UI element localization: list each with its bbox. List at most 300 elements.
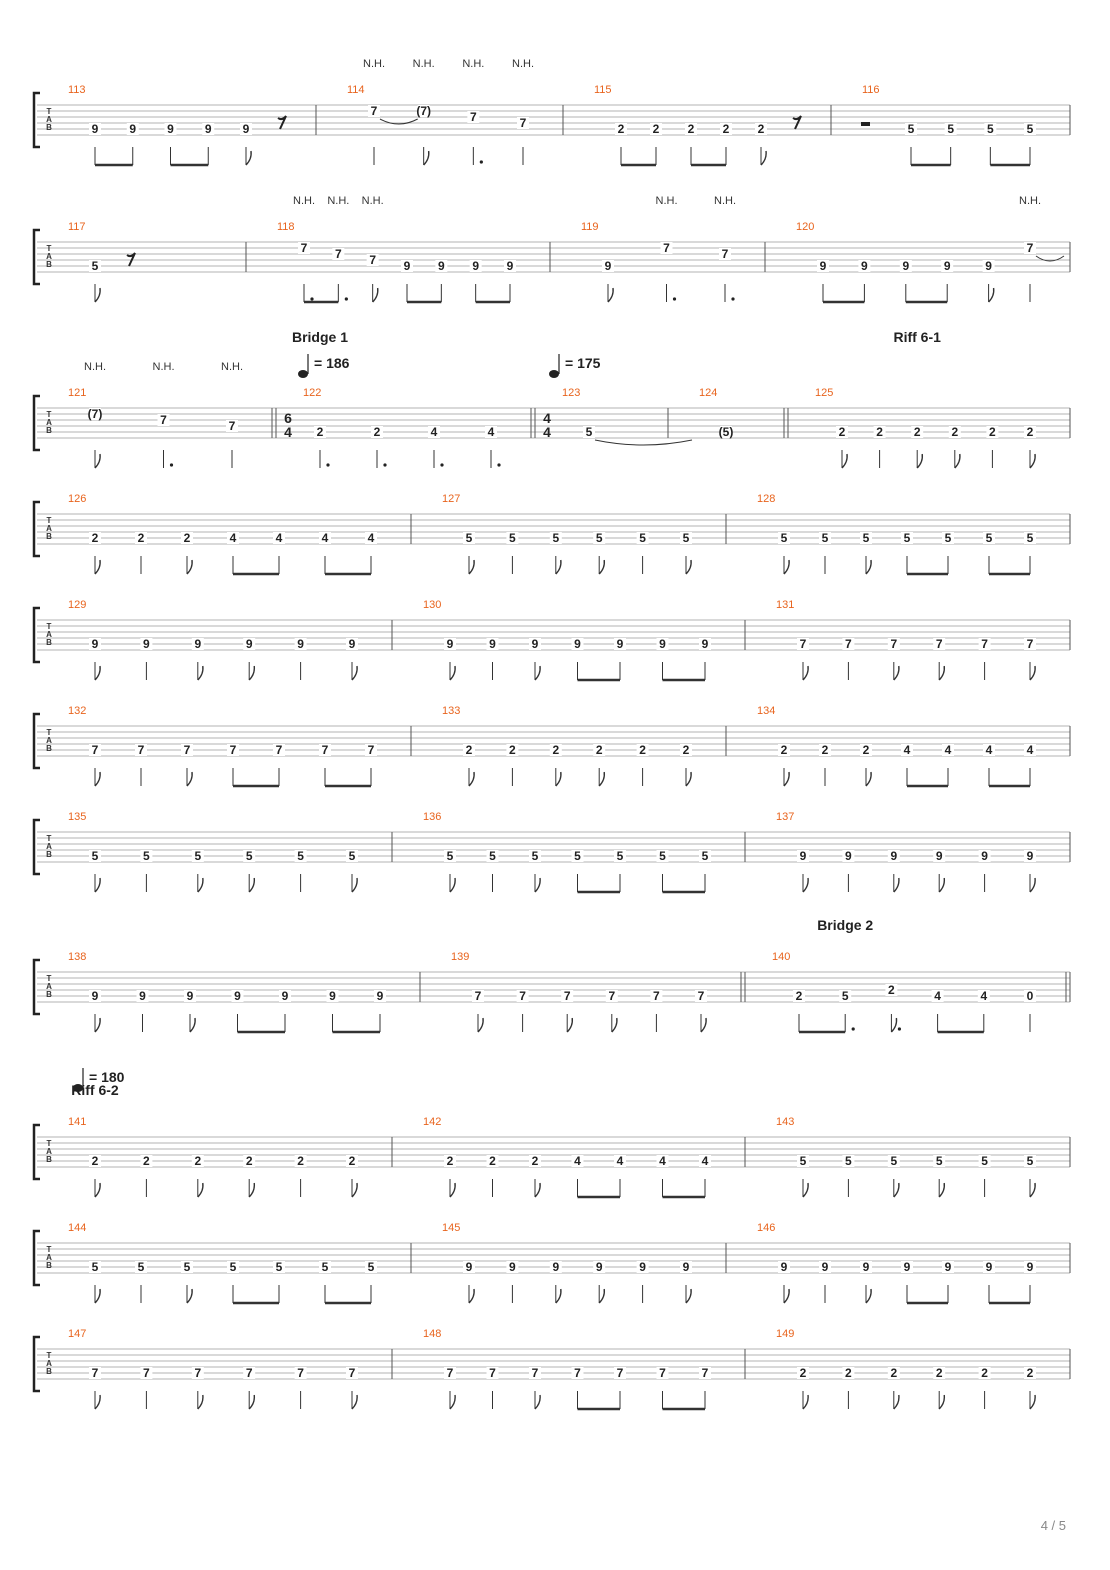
tab-clef-letter: B: [46, 1155, 52, 1164]
fret-number: 5: [446, 849, 454, 863]
fret-number: 5: [935, 1154, 943, 1168]
fret-number: 2: [687, 122, 695, 136]
note-flag: [450, 878, 455, 892]
tab-clef-letter: B: [46, 260, 52, 269]
fret-number: 7: [721, 247, 729, 261]
staff-system: [34, 1068, 1070, 1197]
fret-number: 5: [229, 1260, 237, 1274]
note-flag: [373, 288, 378, 302]
fret-number: 2: [862, 743, 870, 757]
fret-number: 7: [659, 1366, 666, 1380]
fret-number: 9: [862, 1260, 870, 1274]
tab-clef-letter: B: [46, 123, 52, 132]
fret-number: 2: [682, 743, 690, 757]
measure-number: 137: [776, 811, 795, 823]
fret-number: 2: [722, 122, 730, 136]
tab-clef-letter: A: [46, 736, 52, 745]
fret-number: 5: [799, 1154, 807, 1168]
measure-number: 128: [757, 493, 776, 505]
fret-number: (7): [87, 407, 103, 421]
dot: [345, 297, 348, 300]
fret-number: 5: [245, 849, 253, 863]
fret-number: 9: [780, 1260, 788, 1274]
fret-number: 7: [369, 253, 377, 267]
staff-system: [34, 811, 1070, 892]
fret-number: 5: [944, 531, 952, 545]
fret-number: 5: [780, 531, 788, 545]
note-flag: [249, 666, 254, 680]
note-flag: [784, 772, 789, 786]
measure-number: 115: [594, 84, 612, 96]
measure-number: 147: [68, 1328, 87, 1340]
note-flag: [198, 1395, 203, 1409]
fret-number: 9: [437, 259, 445, 273]
fret-number: 9: [985, 1260, 993, 1274]
fret-number: 5: [465, 531, 473, 545]
natural-harmonic-label: N.H.: [152, 361, 175, 373]
fret-number: 7: [229, 743, 237, 757]
fret-number: 5: [845, 1154, 852, 1168]
staff-system: [34, 599, 1070, 680]
tab-clef-letter: T: [46, 410, 52, 419]
fret-number: 7: [701, 1366, 709, 1380]
note-flag: [95, 288, 100, 302]
fret-number: 5: [659, 849, 666, 863]
fret-number: 2: [838, 425, 846, 439]
fret-number: 7: [228, 419, 236, 433]
measure-number: 126: [68, 493, 87, 505]
eighth-rest: [127, 253, 135, 266]
tab-clef-letter: T: [46, 834, 52, 843]
note-flag: [352, 666, 357, 680]
tab-clef-letter: A: [46, 842, 52, 851]
fret-number: 7: [137, 743, 145, 757]
fret-number: 4: [275, 531, 283, 545]
fret-number: 9: [91, 989, 99, 1003]
note-flag: [866, 1289, 871, 1303]
staff-system: [34, 329, 1070, 468]
fret-number: 7: [574, 1366, 581, 1380]
measure-number: 132: [68, 705, 87, 717]
fret-number: 7: [91, 1366, 99, 1380]
tab-clef-letter: A: [46, 1359, 52, 1368]
fret-number: 4: [574, 1154, 581, 1168]
eighth-rest: [793, 116, 801, 129]
note-flag: [198, 1183, 203, 1197]
quarter-note-icon: [298, 370, 308, 378]
fret-number: 5: [321, 1260, 329, 1274]
fret-number: 5: [862, 531, 870, 545]
note-flag: [352, 1183, 357, 1197]
note-flag: [478, 1018, 483, 1032]
tab-clef-letter: T: [46, 1351, 52, 1360]
note-flag: [198, 878, 203, 892]
fret-number: 7: [334, 247, 342, 261]
tab-clef-letter: A: [46, 982, 52, 991]
tempo-marking: = 175: [565, 355, 601, 371]
fret-number: 9: [639, 1260, 646, 1274]
measure-number: 134: [757, 705, 776, 717]
fret-number: 5: [595, 531, 603, 545]
tab-clef-letter: A: [46, 1253, 52, 1262]
fret-number: 5: [841, 989, 849, 1003]
measure-number: 117: [68, 221, 86, 233]
fret-number: 5: [552, 531, 560, 545]
note-flag: [95, 1289, 100, 1303]
time-signature-bottom: 4: [543, 424, 551, 440]
fret-number: 2: [348, 1154, 356, 1168]
dot: [440, 463, 443, 466]
note-flag: [556, 1289, 561, 1303]
note-flag: [198, 666, 203, 680]
note-flag: [352, 878, 357, 892]
fret-number: 2: [91, 1154, 99, 1168]
measure-number: 113: [68, 84, 86, 96]
fret-number: 9: [682, 1260, 690, 1274]
note-flag: [535, 1395, 540, 1409]
note-flag: [939, 666, 944, 680]
note-flag: [95, 1018, 100, 1032]
fret-number: 7: [275, 743, 283, 757]
measure-number: 131: [776, 599, 795, 611]
fret-number: 7: [663, 241, 670, 255]
staff-system: [34, 1222, 1070, 1303]
note-flag: [803, 1183, 808, 1197]
measure-number: 136: [423, 811, 442, 823]
tab-clef-letter: T: [46, 107, 52, 116]
fret-number: 9: [234, 989, 241, 1003]
fret-number: 9: [245, 637, 253, 651]
note-flag: [1030, 1395, 1035, 1409]
fret-number: 7: [194, 1366, 202, 1380]
note-flag: [1030, 878, 1035, 892]
fret-number: 9: [531, 637, 539, 651]
fret-number: 2: [297, 1154, 304, 1168]
fret-number: 7: [1026, 241, 1034, 255]
eighth-rest: [278, 116, 286, 129]
staff-system: [34, 58, 1070, 165]
fret-number: 5: [986, 122, 994, 136]
note-flag: [686, 1289, 691, 1303]
tab-clef-letter: A: [46, 115, 52, 124]
note-flag: [95, 454, 100, 468]
measure-number: 135: [68, 811, 87, 823]
dot: [310, 297, 313, 300]
fret-number: 5: [981, 1154, 988, 1168]
note-flag: [1030, 454, 1035, 468]
system-bracket: [34, 93, 40, 147]
fret-number: 7: [348, 1366, 356, 1380]
fret-number: 2: [1026, 1366, 1034, 1380]
fret-number: 9: [194, 637, 202, 651]
note-flag: [599, 1289, 604, 1303]
fret-number: 2: [617, 122, 625, 136]
note-flag: [190, 1018, 195, 1032]
note-flag: [469, 1289, 474, 1303]
note-flag: [95, 1183, 100, 1197]
tab-clef-letter: B: [46, 1367, 52, 1376]
note-flag: [939, 1395, 944, 1409]
note-flag: [249, 878, 254, 892]
tab-clef-letter: B: [46, 990, 52, 999]
fret-number: 9: [489, 637, 496, 651]
fret-number: 5: [531, 849, 539, 863]
fret-number: 7: [563, 989, 571, 1003]
fret-number: 7: [367, 743, 375, 757]
natural-harmonic-label: N.H.: [462, 58, 485, 70]
system-bracket: [34, 608, 40, 662]
natural-harmonic-label: N.H.: [221, 361, 243, 373]
fret-number: 5: [275, 1260, 283, 1274]
fret-number: 5: [907, 122, 915, 136]
dot: [326, 463, 329, 466]
measure-number: 142: [423, 1116, 442, 1128]
fret-number: 7: [799, 637, 807, 651]
dot: [480, 160, 483, 163]
fret-number: 5: [509, 531, 516, 545]
fret-number: 9: [139, 989, 146, 1003]
note-flag: [95, 560, 100, 574]
note-flag: [1030, 666, 1035, 680]
tab-clef-letter: A: [46, 630, 52, 639]
fret-number: 4: [944, 743, 952, 757]
fret-number: 5: [143, 849, 150, 863]
tab-clef-letter: A: [46, 252, 52, 261]
note-flag: [424, 151, 429, 165]
fret-number: 5: [701, 849, 709, 863]
measure-number: 127: [442, 493, 461, 505]
measure-number: 141: [68, 1116, 87, 1128]
fret-number: 2: [652, 122, 660, 136]
fret-number: (7): [416, 104, 432, 118]
note-flag: [917, 454, 922, 468]
fret-number: 7: [845, 637, 852, 651]
fret-number: 5: [297, 849, 304, 863]
fret-number: 7: [890, 637, 898, 651]
tab-clef-letter: T: [46, 974, 52, 983]
note-flag: [567, 1018, 572, 1032]
note-flag: [891, 1018, 896, 1032]
fret-number: 9: [472, 259, 480, 273]
half-rest: [861, 122, 870, 126]
fret-number: 7: [446, 1366, 454, 1380]
fret-number: 9: [167, 122, 174, 136]
note-flag: [784, 1289, 789, 1303]
note-flag: [686, 560, 691, 574]
fret-number: 5: [574, 849, 581, 863]
fret-number: 9: [595, 1260, 603, 1274]
fret-number: 9: [91, 122, 99, 136]
natural-harmonic-label: N.H.: [714, 195, 736, 207]
fret-number: 2: [989, 425, 996, 439]
fret-number: 9: [376, 989, 384, 1003]
fret-number: 4: [659, 1154, 666, 1168]
fret-number: 9: [297, 637, 304, 651]
note-flag: [352, 1395, 357, 1409]
fret-number: 5: [91, 259, 99, 273]
tab-clef-letter: B: [46, 1261, 52, 1270]
note-flag: [450, 1183, 455, 1197]
measure-number: 118: [277, 221, 295, 233]
note-flag: [894, 1395, 899, 1409]
fret-number: 9: [552, 1260, 560, 1274]
note-flag: [450, 666, 455, 680]
natural-harmonic-label: N.H.: [361, 195, 384, 207]
fret-number: 5: [985, 531, 993, 545]
natural-harmonic-label: N.H.: [512, 58, 534, 70]
note-flag: [894, 666, 899, 680]
system-bracket: [34, 960, 40, 1014]
tab-clef-letter: T: [46, 244, 52, 253]
system-bracket: [34, 820, 40, 874]
fret-number: 5: [639, 531, 646, 545]
fret-number: 2: [821, 743, 829, 757]
staff-system: [34, 917, 1070, 1032]
measure-number: 125: [815, 387, 834, 399]
note-flag: [95, 666, 100, 680]
note-flag: [469, 560, 474, 574]
note-flag: [866, 560, 871, 574]
section-label: Bridge 2: [817, 917, 874, 933]
fret-number: 5: [91, 849, 99, 863]
fret-number: 2: [137, 531, 145, 545]
fret-number: 2: [935, 1366, 943, 1380]
measure-number: 124: [699, 387, 718, 399]
measure-number: 139: [451, 951, 470, 963]
fret-number: 7: [653, 989, 660, 1003]
fret-number: 2: [951, 425, 959, 439]
note-flag: [761, 151, 766, 165]
quarter-note-icon: [549, 370, 559, 378]
fret-number: 9: [944, 1260, 952, 1274]
natural-harmonic-label: N.H.: [293, 195, 315, 207]
measure-number: 116: [862, 84, 880, 96]
fret-number: 9: [890, 849, 898, 863]
fret-number: 9: [446, 637, 454, 651]
fret-number: 9: [903, 1260, 911, 1274]
fret-number: 7: [519, 116, 527, 130]
measure-number: 133: [442, 705, 461, 717]
fret-number: 2: [888, 983, 895, 997]
fret-number: 0: [1026, 989, 1034, 1003]
fret-number: 9: [1026, 1260, 1034, 1274]
fret-number: 2: [845, 1366, 852, 1380]
fret-number: 2: [757, 122, 765, 136]
staff-system: [34, 493, 1070, 574]
tempo-marking: = 180: [89, 1069, 125, 1085]
fret-number: 7: [616, 1366, 624, 1380]
note-flag: [612, 1018, 617, 1032]
note-flag: [803, 1395, 808, 1409]
system-bracket: [34, 230, 40, 284]
fret-number: 9: [845, 849, 852, 863]
fret-number: 9: [604, 259, 612, 273]
note-flag: [450, 1395, 455, 1409]
fret-number: 2: [91, 531, 99, 545]
note-flag: [249, 1395, 254, 1409]
fret-number: 5: [1026, 531, 1034, 545]
fret-number: 4: [903, 743, 911, 757]
time-signature-top: 6: [284, 410, 292, 426]
fret-number: 9: [981, 849, 988, 863]
fret-number: 5: [348, 849, 356, 863]
fret-number: 2: [595, 743, 603, 757]
fret-number: 9: [616, 637, 624, 651]
tab-clef-letter: A: [46, 418, 52, 427]
fret-number: 9: [506, 259, 514, 273]
tab-clef-letter: B: [46, 426, 52, 435]
fret-number: 9: [821, 1260, 829, 1274]
fret-number: 5: [682, 531, 690, 545]
note-flag: [866, 772, 871, 786]
fret-number: 5: [183, 1260, 191, 1274]
staff-system: [34, 705, 1070, 786]
fret-number: 5: [137, 1260, 145, 1274]
fret-number: 9: [701, 637, 709, 651]
time-signature-bottom: 4: [284, 424, 292, 440]
fret-number: 5: [489, 849, 496, 863]
tab-clef-letter: B: [46, 744, 52, 753]
fret-number: 5: [1026, 1154, 1034, 1168]
note-flag: [556, 772, 561, 786]
fret-number: 2: [799, 1366, 807, 1380]
fret-number: 2: [876, 425, 883, 439]
note-flag: [989, 288, 994, 302]
page-number: 4 / 5: [1040, 1518, 1066, 1533]
note-flag: [187, 1289, 192, 1303]
fret-number: 7: [489, 1366, 496, 1380]
note-flag: [95, 772, 100, 786]
measure-number: 114: [347, 84, 365, 96]
fret-number: 4: [701, 1154, 709, 1168]
fret-number: (5): [718, 425, 734, 439]
measure-number: 148: [423, 1328, 442, 1340]
fret-number: 7: [1026, 637, 1034, 651]
fret-number: 9: [799, 849, 807, 863]
fret-number: 5: [821, 531, 829, 545]
note-flag: [939, 1183, 944, 1197]
system-bracket: [34, 714, 40, 768]
fret-number: 5: [367, 1260, 375, 1274]
fret-number: 5: [947, 122, 955, 136]
note-flag: [599, 772, 604, 786]
fret-number: 9: [186, 989, 194, 1003]
dot: [170, 463, 173, 466]
note-flag: [701, 1018, 706, 1032]
system-bracket: [34, 1231, 40, 1285]
fret-number: 9: [329, 989, 336, 1003]
fret-number: 2: [531, 1154, 539, 1168]
measure-number: 145: [442, 1222, 461, 1234]
fret-number: 4: [616, 1154, 624, 1168]
fret-number: 7: [321, 743, 329, 757]
note-flag: [599, 560, 604, 574]
fret-number: 7: [474, 989, 482, 1003]
natural-harmonic-label: N.H.: [84, 361, 106, 373]
dot: [497, 463, 500, 466]
fret-number: 7: [519, 989, 526, 1003]
fret-number: 9: [204, 122, 212, 136]
note-flag: [803, 666, 808, 680]
fret-number: 2: [913, 425, 921, 439]
tab-clef-letter: T: [46, 516, 52, 525]
fret-number: 4: [430, 425, 438, 439]
fret-number: 7: [183, 743, 191, 757]
dot: [383, 463, 386, 466]
fret-number: 4: [934, 989, 941, 1003]
fret-number: 9: [281, 989, 289, 1003]
fret-number: 9: [943, 259, 951, 273]
